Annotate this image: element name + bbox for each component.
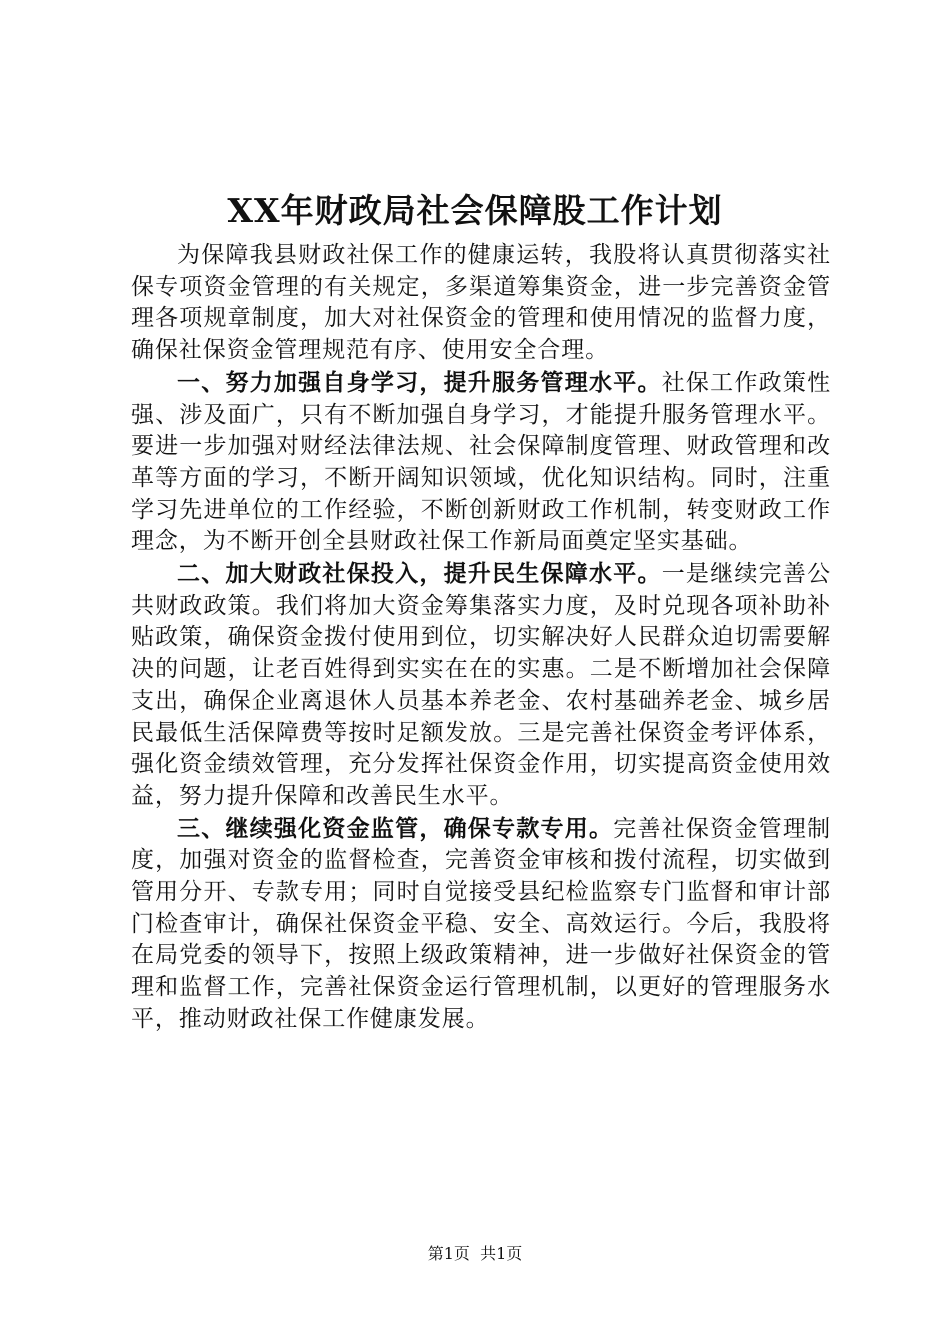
section-paragraph-2 <box>131 558 831 813</box>
document-title: XX年财政局社会保障股工作计划 <box>227 191 723 230</box>
section-heading-2: 二、加大财政社保投入，提升民生保障水平。 <box>177 560 662 588</box>
section-heading-3: 三、继续强化资金监管，确保专款专用。 <box>177 814 614 842</box>
section-body-3: 完善社保资金管理制度，加强对资金的监督检查，完善资金审核和拨付流程，切实做到管用分开、专款专用；同时自觉接受县纪检监察专门监督和审计部门检查审计，确保社保资金平稳、安全、高效运行。今后，我股将在局党委的领导下，按照上级政策精神，进一步做好社保资金的管理和监督工作，完善社保资金运行管理机制，以更好的管理服务水平，推动财政社保工作健康发展。 <box>131 815 831 1032</box>
section-heading-1: 一、努力加强自身学习，提升服务管理水平。 <box>177 368 662 396</box>
intro-paragraph: 为保障我县财政社保工作的健康运转，我股将认真贯彻落实社保专项资金管理的有关规定，多渠道筹集资金，进一步完善资金管理各项规章制度，加大对社保资金的管理和使用情况的监督力度，确保社保资金管理规范有序、使用安全合理。 <box>131 242 831 364</box>
section-paragraph-1 <box>131 367 831 558</box>
section-body-2: 一是继续完善公共财政政策。我们将加大资金筹集落实力度，及时兑现各项补助补贴政策，确保资金拨付使用到位，切实解决好人民群众迫切需要解决的问题，让老百姓得到实实在在的实惠。二是不断增加社会保障支出，确保企业离退休人员基本养老金、农村基础养老金、城乡居民最低生活保障费等按时足额发放。三是完善社保资金考评体系，强化资金绩效管理，充分发挥社保资金作用，切实提高资金使用效益，努力提升保障和改善民生水平。 <box>131 561 831 809</box>
page-number: 第1页 <box>427 1244 470 1263</box>
document-body <box>131 240 831 1036</box>
page-total: 共1页 <box>480 1244 523 1263</box>
page-footer <box>0 1242 950 1266</box>
section-body-1: 社保工作政策性强、涉及面广，只有不断加强自身学习，才能提升服务管理水平。要进一步加强对财经法律法规、社会保障制度管理、财政管理和改革等方面的学习，不断开阔知识领域，优化知识结构。同时，注重学习先进单位的工作经验，不断创新财政工作机制，转变财政工作理念，为不断开创全县财政社保工作新局面奠定坚实基础。 <box>131 369 831 555</box>
section-paragraph-3 <box>131 813 831 1036</box>
